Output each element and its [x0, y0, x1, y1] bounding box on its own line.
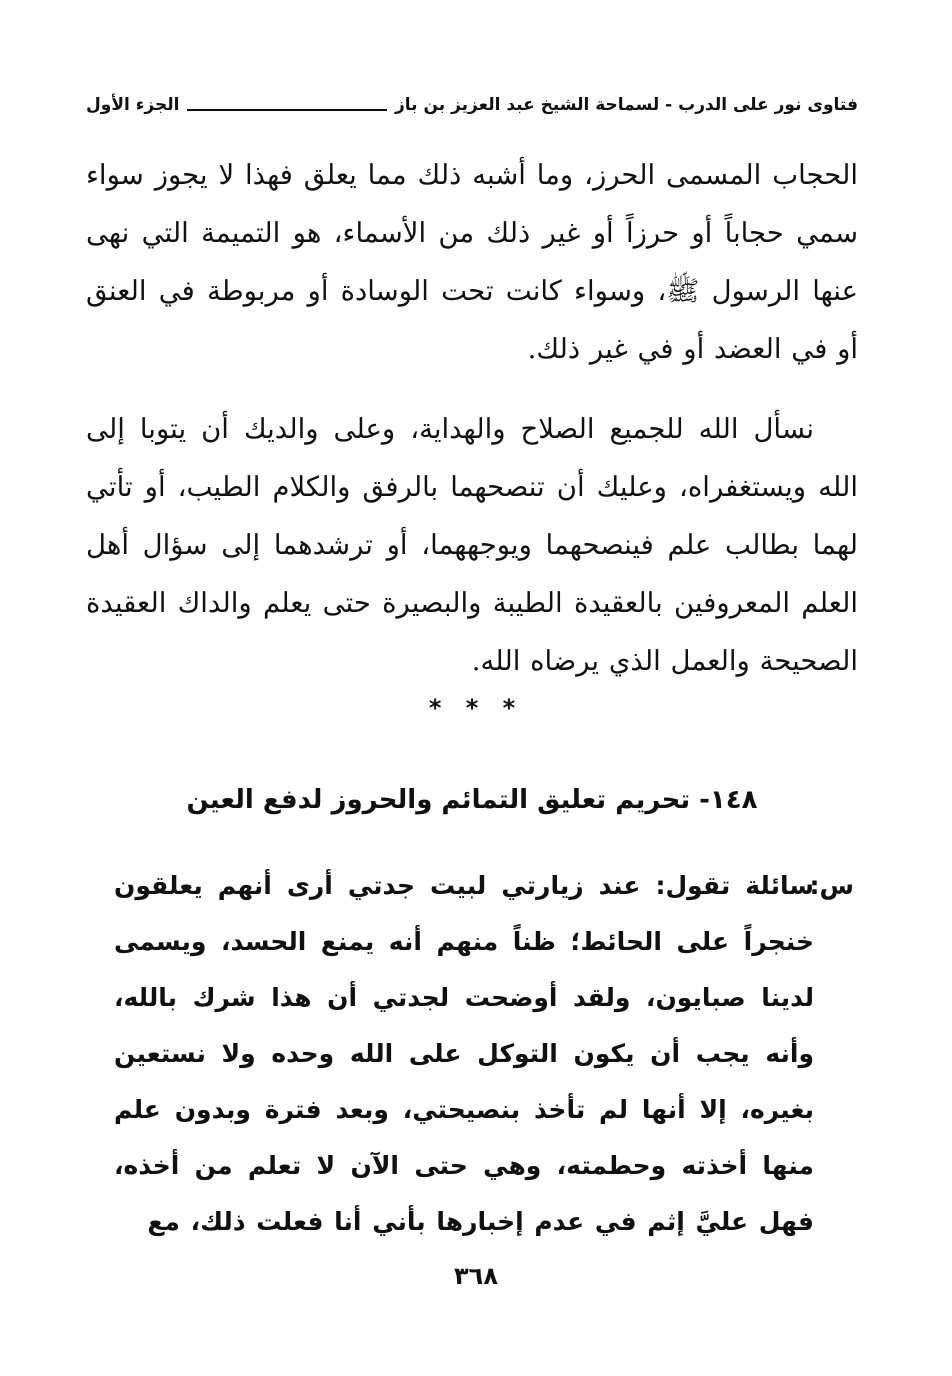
book-title: فتاوى نور على الدرب - لسماحة الشيخ عبد العزيز بن باز — [395, 95, 858, 115]
question-label: س: — [809, 871, 854, 900]
page-number: ٣٦٨ — [454, 1262, 498, 1290]
running-header — [86, 88, 858, 122]
section-separator: * * * — [428, 694, 524, 722]
section-title: ١٤٨- تحريم تعليق التمائم والحروز لدفع العين — [186, 785, 758, 815]
paragraph-1: الحجاب المسمى الحرز، وما أشبه ذلك مما يعلق فهذا لا يجوز سواء سمي حجاباً أو حرزاً أو غير ذلك من الأسماء، هو التميمة التي نهى عنها الرسول ﷺ، وسواء كانت تحت الوسادة أو مربوطة في العنق أو في العضد أو في غير ذلك. — [86, 159, 858, 365]
part-label: الجزء الأول — [86, 95, 180, 115]
header-rule — [187, 109, 387, 111]
paragraph-2: نسأل الله للجميع الصلاح والهداية، وعلى والديك أن يتوبا إلى الله ويستغفراه، وعليك أن تنصحهما بالرفق والكلام الطيب، أو تأتي لهما بطالب علم فينصحهما ويوجههما، أو ترشدهما إلى سؤال أهل العلم المعروفين بالعقيدة الطيبة والبصيرة حتى يعلم والداك العقيدة الصحيحة والعمل الذي يرضاه الله. — [86, 413, 858, 677]
question-text: سائلة تقول: عند زيارتي لبيت جدتي أرى أنهم يعلقون خنجراً على الحائط؛ ظناً منهم أنه يمنع الحسد، ويسمى لدينا صبايون، ولقد أوضحت لجدتي أن هذا شرك بالله، وأنه يجب أن يكون التوكل على الله وحده ولا نستعين بغيره، إلا أنها لم تأخذ بنصيحتي، وبعد فترة وبدون علم منها أخذته وحطمته، وهي حتى الآن لا تعلم من أخذه، فهل عليَّ إثم في عدم إخبارها بأني أنا فعلت ذلك، مع — [114, 871, 814, 1236]
